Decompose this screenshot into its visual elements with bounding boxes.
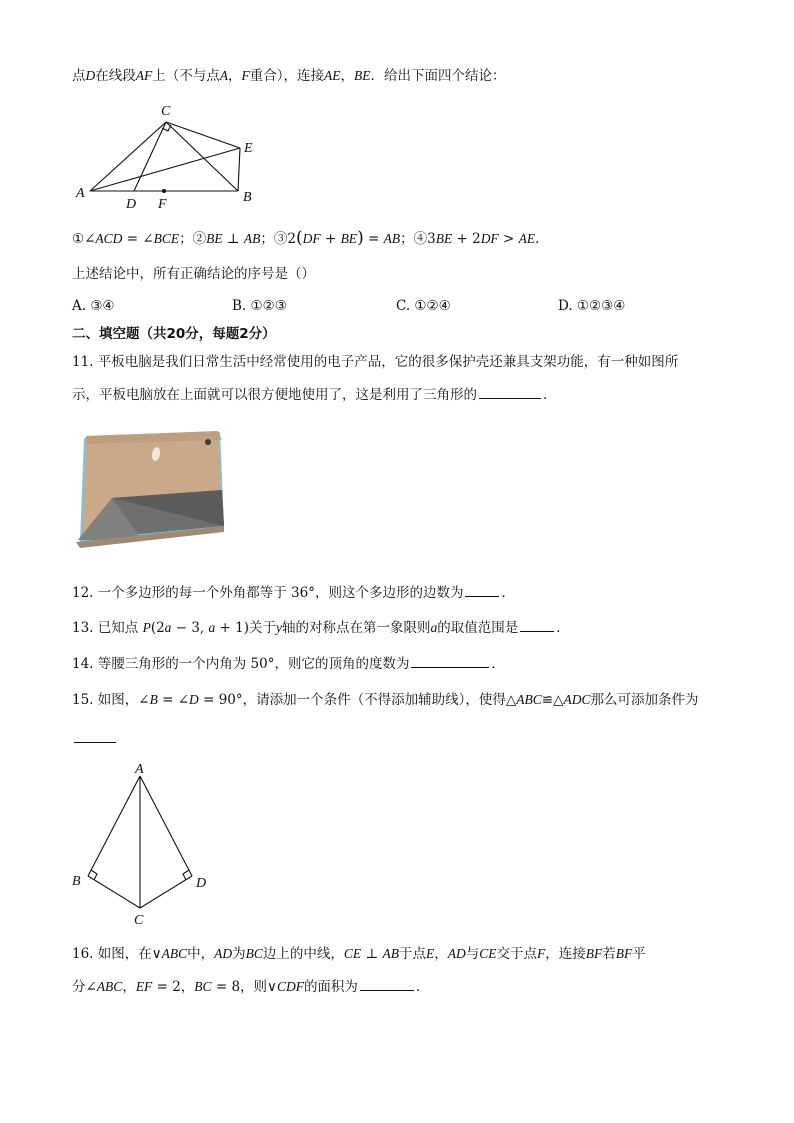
var: CE (479, 946, 497, 961)
text: 分∠ (72, 979, 97, 995)
question-12 (72, 582, 515, 603)
var: DF (302, 231, 321, 246)
question-13 (72, 617, 570, 638)
text: ． (556, 620, 570, 636)
var: BF (615, 946, 633, 961)
text: 为 (232, 946, 246, 962)
answer-blank[interactable] (465, 582, 499, 597)
text: ；④3 (400, 231, 436, 247)
var: ACD (95, 231, 123, 246)
text: = ∠ (157, 692, 190, 708)
question-10-prompt: 上述结论中，所有正确结论的序号是（） (72, 266, 315, 282)
paren: ) (357, 228, 364, 248)
text: = 90°，请添加一个条件（不得添加辅助线），使得△ (198, 692, 517, 708)
var: E (425, 946, 435, 961)
paren: ( (296, 228, 303, 248)
text: 的取值范围是 (437, 620, 519, 636)
text: 于点 (398, 946, 426, 962)
var: BC (194, 979, 212, 994)
var: BE (435, 231, 453, 246)
option-b[interactable]: B. ①②③ (232, 298, 287, 314)
text: ；② (179, 231, 207, 247)
section-heading: 二、填空题（共20分，每题2分） (72, 326, 276, 342)
var-y: y (276, 620, 282, 635)
point-f-dot (162, 189, 166, 193)
answer-blank[interactable] (360, 976, 414, 991)
var: BF (585, 946, 603, 961)
label-f: F (158, 197, 167, 212)
text: ， (340, 68, 354, 84)
option-d[interactable]: D. ①②③④ (558, 298, 626, 314)
question-11-line1: 11. 平板电脑是我们日常生活中经常使用的电子产品，它的很多保护壳还兼具支架功能，有一种如图所 (72, 354, 679, 370)
text: ． (543, 387, 557, 403)
text: 13. 已知点 (72, 620, 143, 636)
question-15 (72, 690, 698, 710)
var-d: D (189, 692, 199, 707)
text: ；③2 (260, 231, 297, 247)
var: ABC (161, 946, 188, 961)
text: 的面积为 (303, 979, 358, 995)
text: 15. 如图，∠ (72, 692, 150, 708)
text: ，连接 (545, 946, 586, 962)
text: 交于点 (496, 946, 537, 962)
var: EF (135, 979, 153, 994)
text: ⊥ (361, 946, 383, 962)
text: 点 (72, 68, 86, 84)
text: − 3, (171, 620, 209, 636)
text: 重合），连接 (249, 68, 324, 84)
text: ⊥ (222, 231, 244, 247)
text: 12. 一个多边形的每一个外角都等于 36°，则这个多边形的边数为 (72, 585, 464, 601)
var: AE (518, 231, 536, 246)
var-a: A (219, 68, 228, 83)
tablet-stand-image (72, 428, 228, 550)
answer-blank[interactable] (479, 384, 541, 399)
label-b: B (243, 190, 252, 205)
question-11-line2 (72, 384, 557, 405)
label-a: A (135, 762, 144, 777)
question-16-line2 (72, 976, 429, 997)
var: CDF (276, 979, 304, 994)
geometry-figure-2 (66, 758, 216, 930)
option-c[interactable]: C. ①②④ (396, 298, 451, 314)
text: + 2 (452, 231, 481, 247)
var: BE (340, 231, 358, 246)
text: ． (491, 656, 505, 672)
text: 与 (465, 946, 480, 962)
var-ae: AE (324, 68, 341, 83)
text: 上（不与点 (152, 68, 220, 84)
label-d: D (196, 876, 207, 891)
text: ， (434, 946, 448, 962)
label-e: E (244, 141, 253, 156)
text: + 1) (215, 620, 249, 636)
var-adc: ADC (563, 692, 591, 707)
question-16-line1 (72, 944, 646, 964)
var: AD (447, 946, 466, 961)
text: ， (122, 979, 136, 995)
text: 在线段 (95, 68, 136, 84)
text: 中， (187, 946, 215, 962)
text: 边上的中线， (262, 946, 344, 962)
conclusions-line (72, 228, 549, 249)
text: = 8，则∨ (211, 979, 277, 995)
text: ． (415, 979, 430, 995)
var: F (536, 946, 546, 961)
answer-blank[interactable] (520, 617, 554, 632)
var-d: D (85, 68, 96, 83)
var: AD (214, 946, 233, 961)
text: 关于 (249, 620, 276, 636)
text: 若 (602, 946, 616, 962)
text: (2 (150, 620, 165, 636)
var: BCE (153, 231, 180, 246)
var-f: F (241, 68, 250, 83)
text: 16. 如图，在∨ (72, 946, 162, 962)
var-b: B (149, 692, 158, 707)
text: ． (501, 585, 515, 601)
text: = 2， (152, 979, 195, 995)
answer-blank-q15[interactable] (74, 728, 116, 743)
var: DF (480, 231, 499, 246)
text: ， (228, 68, 242, 84)
var-af: AF (135, 68, 153, 83)
label-c: C (134, 913, 144, 928)
problem-10-intro (72, 66, 506, 86)
question-14 (72, 653, 505, 674)
var: AB (383, 231, 401, 246)
answer-blank[interactable] (411, 653, 489, 668)
option-a[interactable]: A. ③④ (72, 298, 115, 314)
var-a: a (164, 620, 172, 635)
text: ．给出下面四个结论： (370, 68, 506, 84)
text: 14. 等腰三角形的一个内角为 50°，则它的顶角的度数为 (72, 656, 410, 672)
text: ①∠ (72, 231, 96, 247)
text: ． (535, 231, 549, 247)
text: 轴的对称点在第一象限则 (282, 620, 431, 636)
var: BE (206, 231, 223, 246)
text: > (498, 231, 519, 247)
text: 那么可添加条件为 (590, 692, 699, 708)
text: = (363, 231, 384, 247)
label-d: D (126, 197, 137, 212)
var: ABC (96, 979, 123, 994)
var-p: P (142, 620, 151, 635)
text: = ∠ (122, 231, 154, 247)
text: ≌△ (541, 692, 564, 708)
label-c: C (161, 104, 171, 119)
geometry-figure-1 (72, 100, 272, 212)
var-abc: ABC (516, 692, 542, 707)
label-a: A (76, 186, 85, 201)
text: + (320, 231, 341, 247)
var: AB (382, 946, 399, 961)
var: CE (343, 946, 362, 961)
var-a: a (208, 620, 216, 635)
var: BC (245, 946, 263, 961)
label-b: B (72, 874, 81, 889)
var: AB (243, 231, 261, 246)
text: 示，平板电脑放在上面就可以很方便地使用了，这是利用了三角形的 (72, 387, 477, 403)
var-a: a (430, 620, 438, 635)
var-be: BE (354, 68, 371, 83)
text: 平 (632, 946, 646, 962)
